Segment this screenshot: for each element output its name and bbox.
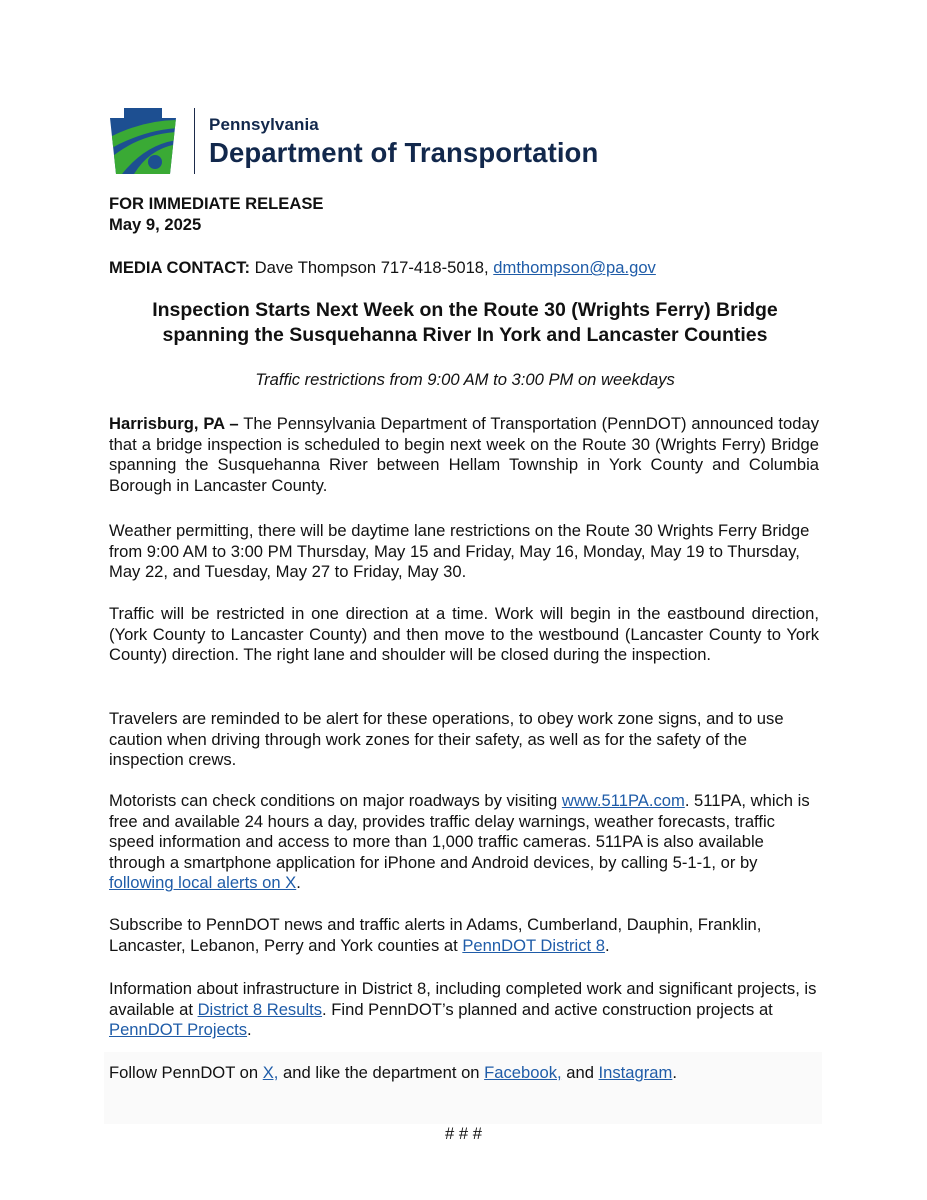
x-link[interactable]: X, <box>262 1063 279 1082</box>
paragraph-intro <box>109 414 819 496</box>
local-alerts-x-link[interactable]: following local alerts on X <box>109 873 297 893</box>
p8-text-a: Follow PennDOT on <box>109 1063 263 1082</box>
end-mark: # # # <box>445 1124 482 1143</box>
logo-department: Department of Transportation <box>209 136 599 168</box>
contact-label: MEDIA CONTACT: <box>109 258 251 277</box>
p8-text-d: . <box>672 1063 677 1082</box>
p5-text-b: . 511PA, which is free and available 24 hours a day, provides traffic delay warnings, weather forecasts, traffic speed information and access to more than 1,000 traffic cameras. 511PA is also available through a smartphone application for iPhone and Android devices, by calling 5-1-1, or by <box>109 791 810 872</box>
p7-text-c: . <box>247 1020 252 1040</box>
contact-email-link[interactable]: dmthompson@pa.gov <box>493 258 656 277</box>
headline-line-1: Inspection Starts Next Week on the Route 30 (Wrights Ferry) Bridge <box>152 299 778 321</box>
p5-text-a: Motorists can check conditions on major roadways by visiting <box>109 791 562 810</box>
release-date: May 9, 2025 <box>109 214 202 234</box>
headline-title <box>90 298 840 348</box>
paragraph-511pa <box>109 791 819 894</box>
paragraph-schedule: Weather permitting, there will be daytime lane restrictions on the Route 30 Wrights Ferry Bridge from 9:00 AM to 3:00 PM Thursday, May 15 and Friday, May 16, Monday, May 19 to Thursday, May 22, and Tuesday, May 27 to Friday, May 30. <box>109 521 810 582</box>
p5-text-c: . <box>296 873 301 893</box>
paragraph-infrastructure <box>109 979 819 1041</box>
paragraph-safety: Travelers are reminded to be alert for these operations, to obey work zone signs, and to use caution when driving through work zones for their safety, as well as for the safety of the inspection crews. <box>109 709 784 770</box>
headline-line-2: spanning the Susquehanna River In York and Lancaster Counties <box>162 324 768 346</box>
intro-text: The Pennsylvania Department of Transportation (PennDOT) announced today that a bridge inspection is scheduled to begin next week on the Route 30 (Wrights Ferry) Bridge spanning the Susquehanna River between Hellam Township in York County and Columbia Borough in Lancaster County. <box>109 414 819 495</box>
penndot-projects-link[interactable]: PennDOT Projects <box>109 1020 248 1040</box>
p8-text-b: and like the department on <box>278 1063 485 1082</box>
511pa-link[interactable]: www.511PA.com <box>561 791 685 810</box>
district-8-link[interactable]: PennDOT District 8 <box>462 935 605 955</box>
headline-subtitle: Traffic restrictions from 9:00 AM to 3:00 PM on weekdays <box>255 370 675 389</box>
p8-text-c: and <box>561 1063 599 1082</box>
p6-text-a: Subscribe to PennDOT news and traffic alerts in Adams, Cumberland, Dauphin, Franklin, Lancaster, Lebanon, Perry and York counties at <box>109 915 762 955</box>
paragraph-direction: Traffic will be restricted in one direction at a time. Work will begin in the eastbound direction, (York County to Lancaster County) and then move to the westbound (Lancaster County to York County) direction. The right lane and shoulder will be closed during the inspection. <box>109 604 819 665</box>
keystone-icon <box>108 108 178 174</box>
contact-name-phone: Dave Thompson 717-418-5018, <box>250 258 494 277</box>
facebook-link[interactable]: Facebook, <box>484 1063 562 1082</box>
logo-wordmark <box>209 116 598 167</box>
district-8-results-link[interactable]: District 8 Results <box>197 999 323 1019</box>
p7-text-b: . Find PennDOT’s planned and active construction projects at <box>322 999 773 1019</box>
logo-state: Pennsylvania <box>209 114 319 134</box>
p7-text-a: Information about infrastructure in District 8, including completed work and significant projects, is available at <box>109 979 817 1019</box>
p6-text-b: . <box>604 935 610 955</box>
instagram-link[interactable]: Instagram <box>598 1063 673 1082</box>
penndot-logo <box>108 107 598 175</box>
paragraph-subscribe <box>109 915 819 956</box>
release-label: FOR IMMEDIATE RELEASE <box>109 194 324 213</box>
logo-divider <box>194 108 195 174</box>
dateline: Harrisburg, PA – <box>109 414 239 433</box>
paragraph-social <box>109 1063 819 1084</box>
release-header <box>109 194 819 235</box>
media-contact <box>109 258 819 279</box>
